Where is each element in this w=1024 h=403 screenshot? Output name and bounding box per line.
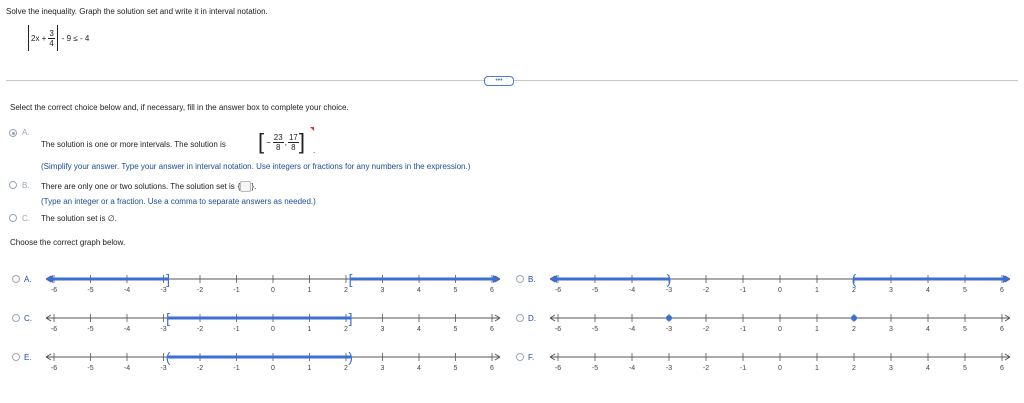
choice-a-text: The solution is one or more intervals. The solution is [41, 140, 226, 149]
graph-a-tick-label: -1 [233, 287, 240, 294]
graph-d-radio[interactable] [517, 315, 524, 322]
graph-c-bracket: ] [348, 310, 353, 326]
graph-b-letter: B. [528, 275, 536, 284]
graph-b-tick-label: -6 [554, 287, 562, 294]
graph-e-tick-label: -1 [233, 365, 240, 372]
graph-e-letter: E. [24, 353, 32, 362]
graph-b-radio[interactable] [517, 276, 524, 283]
choice-a-hint: (Simplify your answer. Type your answer in interval notation. Use integers or fractions for any numbers in the expression.) [41, 162, 471, 171]
graph-c-tick-label: 4 [417, 326, 421, 333]
graph-b-tick-label: -2 [702, 287, 710, 294]
graph-d-tick-label: 6 [1000, 326, 1004, 333]
interval-den-2: 8 [291, 142, 296, 152]
graph-d-tick-label: 5 [963, 326, 967, 333]
graph-f-tick-label: -6 [554, 365, 562, 372]
graph-c-tick-label: 3 [380, 326, 385, 333]
graph-f-tick-label: -4 [628, 365, 636, 372]
graph-f-tick-label: 2 [852, 365, 856, 372]
solution-set-input[interactable] [237, 181, 251, 192]
problem-instruction: Solve the inequality. Graph the solution set and write it in interval notation. [6, 7, 268, 16]
graph-e-right-arrow-icon [495, 354, 500, 360]
graph-e-bracket: ) [348, 349, 353, 365]
graph-a-left-ray-arrow-icon [46, 275, 53, 283]
choice-b-letter: B. [22, 181, 30, 190]
graph-d-tick-label: -2 [702, 326, 710, 333]
graph-b-left-arrow-icon [550, 276, 555, 282]
graph-d-tick-label: 1 [815, 326, 819, 333]
graph-c-radio[interactable] [13, 315, 20, 322]
graph-a-tick-label: 1 [307, 287, 312, 294]
more-button[interactable]: ••• [484, 76, 514, 86]
graph-e-tick-label: -4 [123, 365, 131, 372]
graph-d-point [666, 315, 672, 321]
graph-b-tick-label: -5 [591, 287, 599, 294]
interval-den-1: 8 [276, 142, 281, 152]
interval-frac-2 [288, 133, 299, 152]
interval-open-bracket: [ [258, 129, 265, 154]
graph-e-tick-label: 0 [271, 365, 275, 372]
interval-neg-sign: − [266, 137, 271, 147]
graph-a-tick-label: 5 [453, 287, 458, 294]
expr-fraction [48, 29, 54, 48]
graph-a-bracket: ] [166, 271, 171, 287]
graph-c-tick-label: -3 [160, 326, 167, 333]
graph-d-tick-label: 2 [852, 326, 856, 333]
graph-e-tick-label: 5 [453, 365, 458, 372]
graph-e-tick-label: 4 [417, 365, 421, 372]
interval-num-2: 17 [288, 132, 298, 142]
graph-prompt: Choose the correct graph below. [10, 238, 126, 247]
graph-c-right-arrow-icon [495, 315, 500, 321]
graph-a-tick-label: -6 [50, 287, 58, 294]
graph-e-tick-label: 1 [307, 365, 312, 372]
graph-a-right-ray-arrow-icon [493, 275, 500, 283]
graph-c-tick-label: 5 [453, 326, 458, 333]
graph-b-right-arrow-icon [1005, 276, 1010, 282]
graph-c-tick-label: -2 [196, 326, 204, 333]
expr-frac-num: 3 [49, 28, 54, 38]
graph-a-tick-label: 6 [490, 287, 494, 294]
graph-a-tick-label: -5 [87, 287, 94, 294]
graph-f-tick-label: -5 [591, 365, 599, 372]
graph-b-tick-label: 0 [778, 287, 782, 294]
choice-c-radio[interactable] [9, 214, 17, 222]
graph-c-bracket: [ [166, 310, 171, 326]
graph-f-tick-label: -2 [702, 365, 710, 372]
graph-e-bracket: ( [165, 349, 171, 365]
graph-d-tick-label: -4 [628, 326, 636, 333]
choice-b-text: There are only one or two solutions. The solution set is [41, 182, 235, 191]
choice-b-brace-close: }. [251, 182, 257, 191]
graph-a-tick-label: -3 [160, 287, 167, 294]
graph-d-tick-label: -1 [739, 326, 747, 333]
graph-f-tick-label: 4 [926, 365, 930, 372]
graph-c-tick-label: 6 [490, 326, 494, 333]
interval-answer-box[interactable] [258, 129, 310, 155]
graph-b-tick-label: 6 [1000, 287, 1004, 294]
graph-d-tick-label: 0 [778, 326, 782, 333]
graph-a-bracket: [ [348, 271, 353, 287]
graph-c-tick-label: -5 [87, 326, 94, 333]
graph-f-radio[interactable] [517, 354, 524, 361]
graph-d-left-arrow-icon [550, 315, 555, 321]
graph-a-tick-label: 2 [344, 287, 348, 294]
choice-c-text: The solution set is ∅. [41, 214, 117, 223]
graph-f-tick-label: 6 [1000, 365, 1004, 372]
graph-d-tick-label: -3 [665, 326, 673, 333]
graph-b-tick-label: 4 [926, 287, 930, 294]
graph-c-tick-label: 0 [271, 326, 275, 333]
select-instruction: Select the correct choice below and, if necessary, fill in the answer box to complete your choice. [10, 103, 349, 112]
graph-b-tick-label: 5 [963, 287, 967, 294]
graph-e-tick-label: 2 [344, 365, 348, 372]
graph-f-tick-label: 0 [778, 365, 782, 372]
graph-e-radio[interactable] [13, 354, 20, 361]
choice-b-text-row [41, 181, 256, 192]
graph-a-radio[interactable] [13, 276, 20, 283]
problem-expression [28, 24, 89, 52]
abs-bar-left [28, 25, 29, 51]
graph-f-tick-label: -3 [665, 365, 673, 372]
graph-b-right-ray-arrow-icon [1003, 275, 1010, 283]
answer-period: . [313, 146, 316, 155]
graph-c-letter: C. [24, 314, 32, 323]
graph-f-tick-label: 3 [889, 365, 893, 372]
graph-e-tick-label: 6 [490, 365, 494, 372]
expr-rhs: - 9 ≤ - 4 [61, 33, 90, 43]
graph-c-tick-label: 2 [344, 326, 348, 333]
graph-e-tick-label: 3 [380, 365, 385, 372]
graph-a-left-arrow-icon [46, 276, 51, 282]
choice-b-hint: (Type an integer or a fraction. Use a comma to separate answers as needed.) [41, 197, 316, 206]
graph-a-tick-label: -2 [196, 287, 204, 294]
graph-b-tick-label: 1 [815, 287, 819, 294]
interval-frac-1 [273, 133, 284, 152]
interval-num-1: 23 [273, 132, 283, 142]
graph-d-right-arrow-icon [1005, 315, 1010, 321]
interval-sep: , [284, 137, 287, 147]
graph-c-tick-label: 1 [307, 326, 312, 333]
graph-f-right-arrow-icon [1005, 354, 1010, 360]
choice-b-radio[interactable] [9, 181, 17, 189]
graph-d-tick-label: 4 [926, 326, 930, 333]
graph-f-tick-label: -1 [739, 365, 747, 372]
graph-c-tick-label: -4 [123, 326, 131, 333]
graph-b-bracket: ) [666, 271, 672, 287]
choice-a-radio[interactable] [9, 129, 17, 137]
graph-a-tick-label: -4 [123, 287, 131, 294]
graph-e-tick-label: -3 [160, 365, 167, 372]
choice-b-brace-open: { [237, 182, 241, 191]
graph-f-letter: F. [528, 353, 535, 362]
graph-f-tick-label: 1 [815, 365, 819, 372]
graph-a-right-arrow-icon [495, 276, 500, 282]
graph-b-tick-label: 2 [852, 287, 856, 294]
graph-b-tick-label: -4 [628, 287, 636, 294]
graph-e-tick-label: -6 [50, 365, 58, 372]
graph-c-tick-label: -6 [50, 326, 58, 333]
graph-b-bracket: ( [851, 271, 857, 287]
graph-d-tick-label: 3 [889, 326, 893, 333]
graph-a-tick-label: 3 [380, 287, 385, 294]
graph-e-tick-label: -5 [87, 365, 94, 372]
choice-a-letter: A. [22, 128, 30, 137]
interval-close-bracket: ] [298, 129, 305, 154]
graph-d-tick-label: -5 [591, 326, 599, 333]
expr-lhs: 2x + [31, 33, 47, 43]
graph-a-tick-label: 4 [417, 287, 421, 294]
graph-c-left-arrow-icon [46, 315, 51, 321]
graph-a-tick-label: 0 [271, 287, 275, 294]
graph-e-left-arrow-icon [46, 354, 51, 360]
graph-d-point [851, 315, 857, 321]
graph-d-letter: D. [528, 314, 536, 323]
graph-c-tick-label: -1 [233, 326, 240, 333]
graph-b-tick-label: -1 [739, 287, 747, 294]
answer-flag-icon [310, 127, 314, 131]
graph-a-letter: A. [24, 275, 32, 284]
graph-e-tick-label: -2 [196, 365, 204, 372]
graph-b-tick-label: -3 [665, 287, 673, 294]
expr-frac-den: 4 [49, 38, 54, 48]
graph-d-tick-label: -6 [554, 326, 562, 333]
abs-bar-right [57, 25, 58, 51]
graph-f-left-arrow-icon [550, 354, 555, 360]
graph-b-left-ray-arrow-icon [550, 275, 557, 283]
graph-f-tick-label: 5 [963, 365, 967, 372]
choice-c-letter: C. [22, 214, 30, 223]
graph-b-tick-label: 3 [889, 287, 893, 294]
